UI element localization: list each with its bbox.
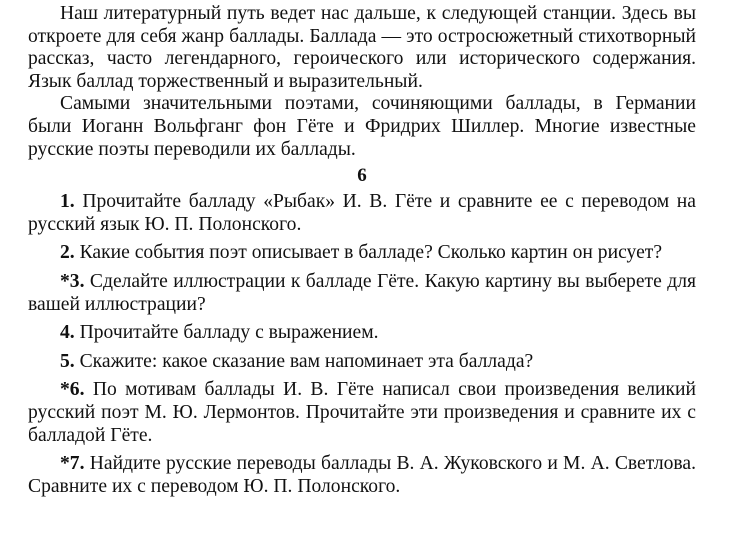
task-item-5	[28, 351, 696, 374]
section-number: 6	[357, 165, 367, 187]
task-text: Скажите: какое сказание вам напоминает эта баллада?	[79, 350, 534, 372]
task-number: 5.	[60, 350, 75, 372]
intro-paragraph-1: Наш литературный путь ведет нас дальше, к следующей станции. Здесь вы откроете для себя жанр баллады. Баллада — это остросюжетный стихотворный рассказ, часто легендарного, героического или исторического содержания. Язык баллад торжественный и выразительный.	[28, 3, 696, 92]
task-number: 4.	[60, 322, 75, 344]
task-text: Какие события поэт описывает в балладе? Сколько картин он рисует?	[79, 242, 663, 264]
task-item-1	[28, 191, 696, 236]
task-text: Найдите русские переводы баллады В. А. Жуковского и М. А. Светлова. Сравните их с переводом Ю. П. Полонского.	[28, 453, 696, 497]
task-text: Сделайте иллюстрации к балладе Гёте. Какую картину вы выберете для вашей иллюстрации?	[28, 270, 696, 315]
task-number: *7.	[60, 453, 85, 475]
task-text: По мотивам баллады И. В. Гёте написал свои произведения великий русский поэт М. Ю. Лермонтов. Прочитайте эти произведения и сравните их с балладой Гёте.	[28, 379, 696, 446]
intro-paragraph-2: Самыми значительными поэтами, сочиняющими баллады, в Германии были Иоганн Вольфганг фон Гёте и Фридрих Шиллер. Многие известные русские поэты переводили их баллады.	[28, 93, 696, 160]
task-number: 2.	[60, 242, 75, 264]
task-text: Прочитайте балладу «Рыбак» И. В. Гёте и сравните ее с переводом на русский язык Ю. П. Полонского.	[28, 191, 696, 235]
task-text: Прочитайте балладу с выражением.	[79, 322, 379, 344]
task-number: *3.	[60, 270, 85, 292]
task-number: 1.	[60, 191, 75, 213]
textbook-page	[28, 3, 696, 504]
task-item-7	[28, 453, 696, 498]
task-item-6	[28, 379, 696, 447]
task-item-4	[28, 322, 696, 345]
task-item-3	[28, 271, 696, 316]
task-number: *6.	[60, 379, 85, 401]
task-item-2	[28, 242, 696, 265]
